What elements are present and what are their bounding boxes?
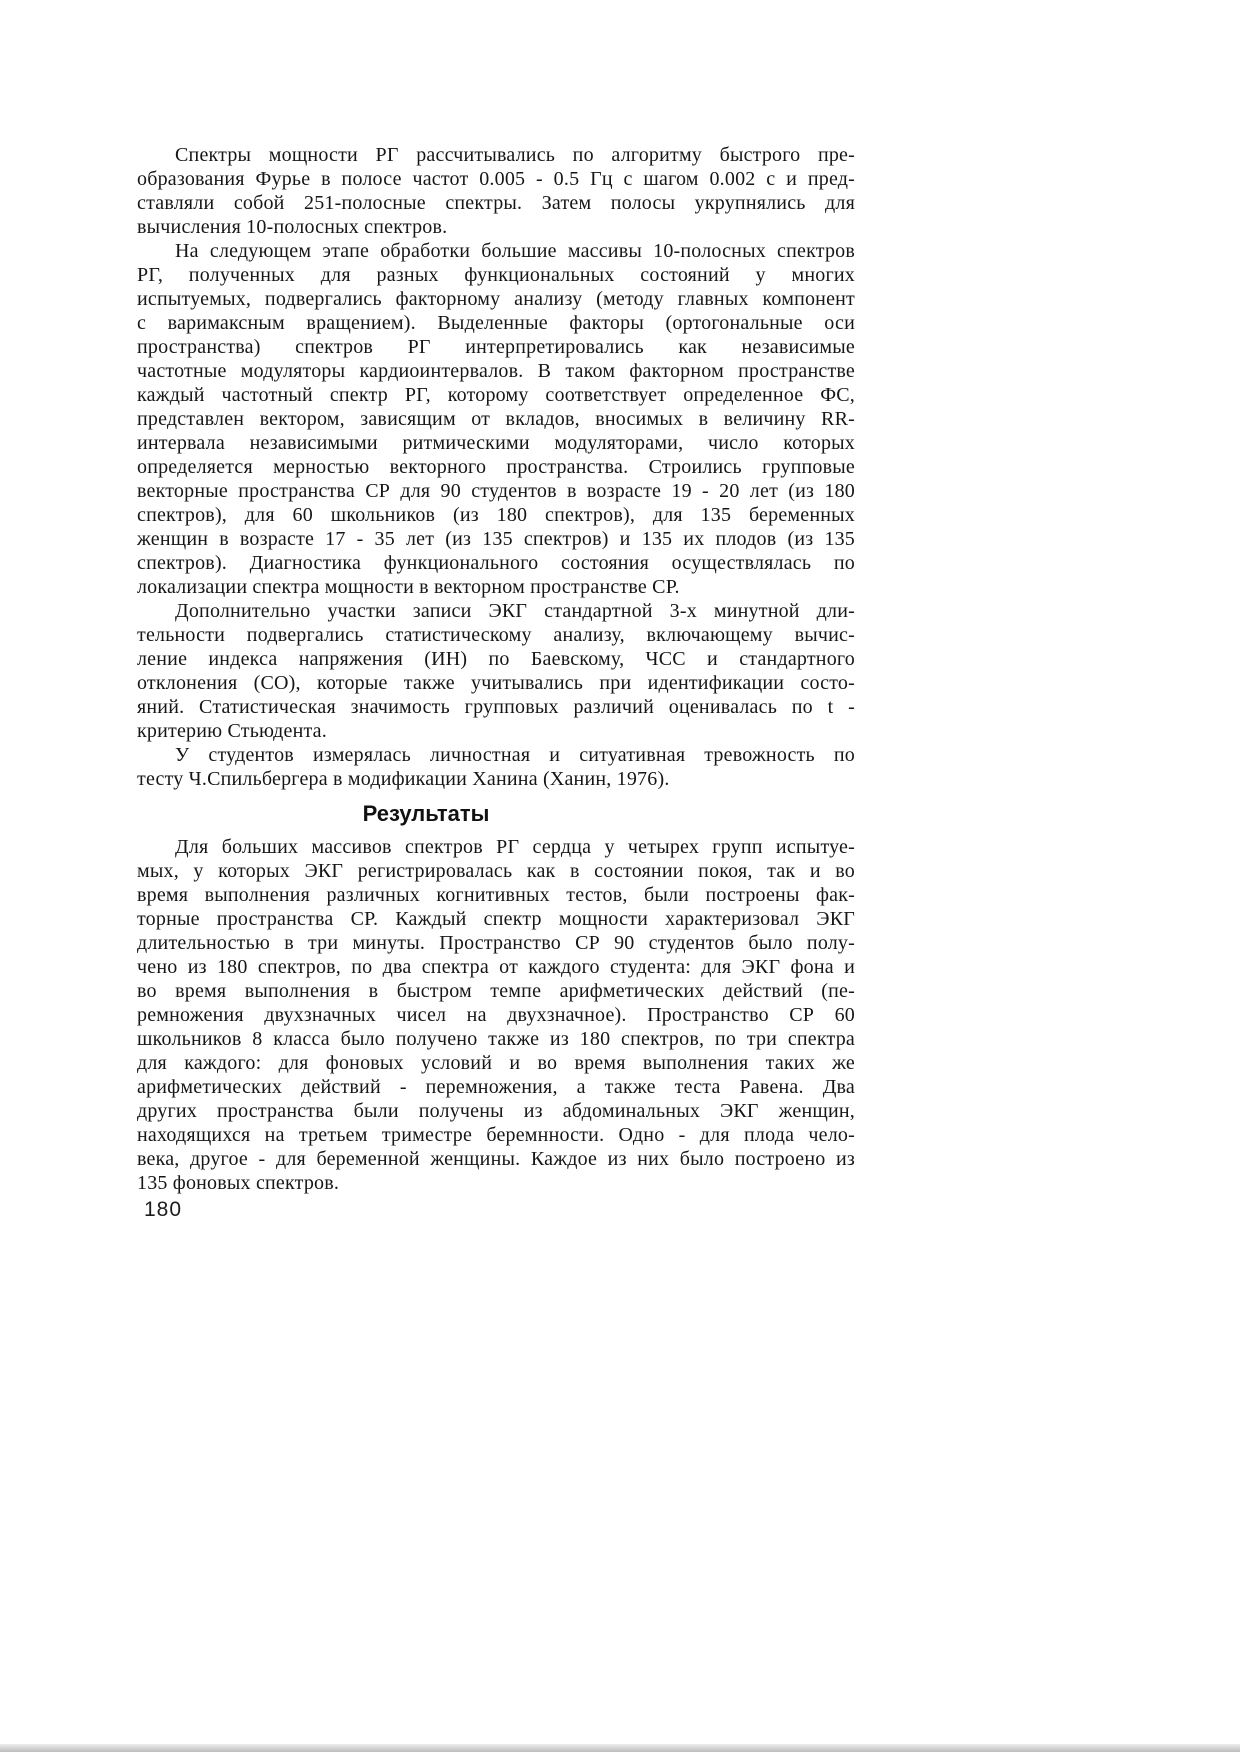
text-line: На следующем этапе обработки большие массивы 10-полосных спектров (175, 240, 855, 262)
text-line: РГ, полученных для разных функциональных состояний у многих (137, 264, 855, 286)
text-line: У студентов измерялась личностная и ситуативная тревожность по (175, 744, 855, 766)
section-heading-results: Результаты (362, 801, 490, 826)
text-line: Для больших массивов спектров РГ сердца у четырех групп испытуе- (175, 836, 855, 858)
text-line: спектров), для 60 школьников (из 180 спектров), для 135 беременных (137, 504, 855, 526)
text-line: критерию Стьюдента. (137, 720, 327, 742)
body-text-column (137, 143, 855, 1195)
text-line: Спектры мощности РГ рассчитывались по алгоритму быстрого пре- (175, 144, 855, 166)
text-line: школьников 8 класса было получено также из 180 спектров, по три спектра (137, 1028, 855, 1050)
text-line: образования Фурье в полосе частот 0.005 - 0.5 Гц с шагом 0.002 с и пред- (137, 168, 855, 190)
scan-edge-shadow (0, 1744, 1240, 1752)
text-line: века, другое - для беременной женщины. Каждое из них было построено из (137, 1148, 855, 1170)
text-line: для каждого: для фоновых условий и во время выполнения таких же (137, 1052, 855, 1074)
text-line: тесту Ч.Спильбергера в модификации Ханина (Ханин, 1976). (137, 768, 670, 790)
text-line: торные пространства СР. Каждый спектр мощности характеризовал ЭКГ (137, 908, 855, 930)
text-line: длительностью в три минуты. Пространство СР 90 студентов было полу- (137, 932, 855, 954)
text-line: вычисления 10-полосных спектров. (137, 216, 448, 238)
text-line: мых, у которых ЭКГ регистрировалась как в состоянии покоя, так и во (137, 860, 855, 882)
text-line: время выполнения различных когнитивных тестов, были построены фак- (137, 884, 855, 906)
text-line: отклонения (СО), которые также учитывались при идентификации состо- (137, 672, 855, 694)
text-line: чено из 180 спектров, по два спектра от каждого студента: для ЭКГ фона и (137, 956, 855, 978)
page-number: 180 (144, 1198, 183, 1221)
text-line: ремножения двухзначных чисел на двухзначное). Пространство СР 60 (137, 1004, 855, 1026)
text-line: интервала независимыми ритмическими модуляторами, число которых (137, 432, 855, 454)
text-line: женщин в возрасте 17 - 35 лет (из 135 спектров) и 135 их плодов (из 135 (137, 528, 855, 550)
text-line: во время выполнения в быстром темпе арифметических действий (пе- (137, 980, 855, 1002)
text-line: определяется мерностью векторного пространства. Строились групповые (137, 456, 855, 478)
text-line: с варимаксным вращением). Выделенные факторы (ортогональные оси (137, 312, 855, 334)
text-line: Дополнительно участки записи ЭКГ стандартной 3-х минутной дли- (175, 600, 855, 622)
text-line: испытуемых, подвергались факторному анализу (методу главных компонент (137, 288, 855, 310)
text-line: представлен вектором, зависящим от вкладов, вносимых в величину RR- (137, 408, 855, 430)
text-line: находящихся на третьем триместре беремнности. Одно - для плода чело- (137, 1124, 855, 1146)
text-line: тельности подвергались статистическому анализу, включающему вычис- (137, 624, 855, 646)
text-line: ление индекса напряжения (ИН) по Баевскому, ЧСС и стандартного (137, 648, 855, 670)
text-line: векторные пространства СР для 90 студентов в возрасте 19 - 20 лет (из 180 (137, 480, 855, 502)
text-line: частотные модуляторы кардиоинтервалов. В таком факторном пространстве (137, 360, 855, 382)
text-line: арифметических действий - перемножения, а также теста Равена. Два (137, 1076, 855, 1098)
text-line: 135 фоновых спектров. (137, 1172, 340, 1194)
text-line: локализации спектра мощности в векторном пространстве СР. (137, 576, 680, 598)
text-line: яний. Статистическая значимость групповых различий оценивалась по t - (137, 696, 855, 718)
text-line: ставляли собой 251-полосные спектры. Затем полосы укрупнялись для (137, 192, 855, 214)
text-line: спектров). Диагностика функционального состояния осуществлялась по (137, 552, 855, 574)
text-line: пространства) спектров РГ интерпретировались как независимые (137, 336, 855, 358)
text-line: каждый частотный спектр РГ, которому соответствует определенное ФС, (137, 384, 855, 406)
text-line: других пространства были получены из абдоминальных ЭКГ женщин, (137, 1100, 855, 1122)
